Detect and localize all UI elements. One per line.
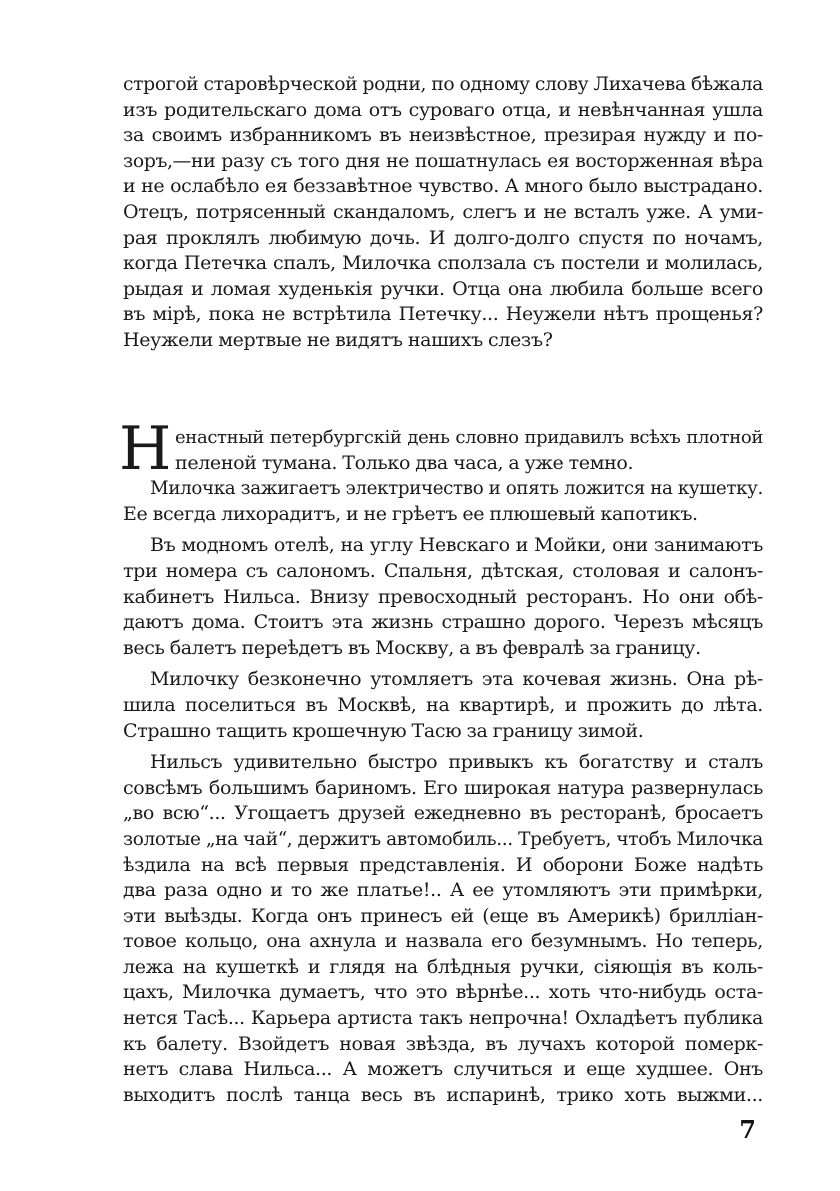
text-line: весь балетъ переѣдетъ въ Москву, а въ февралѣ за границу. <box>123 636 701 659</box>
text-line: рыдая и ломая худенькія ручки. Отца она любила больше всего <box>123 277 763 300</box>
text-line: товое кольцо, она ахнула и назвала его безумнымъ. Но теперь, <box>123 930 763 953</box>
text-line: лежа на кушеткѣ и глядя на блѣдныя ручки, сіяющія въ коль- <box>123 955 763 978</box>
text-line: эти выѣзды. Когда онъ принесъ ей (еще въ Америкѣ) брилліан- <box>123 904 763 927</box>
text-line: нетъ слава Нильса... А можетъ случиться и еще худшее. Онъ <box>123 1058 763 1081</box>
paragraph-4 <box>123 667 763 744</box>
paragraph-5 <box>123 750 763 1108</box>
text-line: къ балету. Взойдетъ новая звѣзда, въ лучахъ которой померк- <box>123 1032 763 1055</box>
text-line: пеленой тумана. Только два часа, а уже темно. <box>175 451 634 474</box>
text-line: и не ослабѣло ея беззавѣтное чувство. А много было выстрадано. <box>123 175 763 198</box>
text-line: енастный петербургскій день словно придавилъ всѣхъ плотной <box>175 427 763 448</box>
text-section-1 <box>123 72 763 354</box>
page-number: 7 <box>739 1115 756 1144</box>
text-line: нется Тасѣ... Карьера артиста такъ непрочна! Охладѣетъ публика <box>123 1008 763 1030</box>
text-line: за своимъ избранникомъ въ неизвѣстное, презирая нужду и по- <box>123 124 763 147</box>
text-line: шила поселиться въ Москвѣ, на квартирѣ, и прожить до лѣта. <box>123 693 763 716</box>
text-line: Ее всегда лихорадитъ, и не грѣетъ ее плюшевый капотикъ. <box>123 502 698 525</box>
text-line: цахъ, Милочка думаетъ, что это вѣрнѣе... хоть что-нибудь оста- <box>123 981 763 1004</box>
text-line: ѣздила на всѣ первыя представленія. И оборони Боже надѣть <box>123 853 763 876</box>
text-line: даютъ дома. Стоитъ эта жизнь страшно дорого. Черезъ мѣсяцъ <box>123 611 763 634</box>
text-line: Милочку безконечно утомляетъ эта кочевая жизнь. Она рѣ- <box>150 668 763 691</box>
text-line: изъ родительскаго дома отъ суроваго отца, и невѣнчанная ушла <box>123 98 763 121</box>
text-line: Страшно тащить крошечную Тасю за границу зимой. <box>123 719 644 742</box>
text-line: когда Петечка спалъ, Милочка сползала съ постели и молилась, <box>123 252 763 275</box>
text-section-2 <box>119 414 763 1108</box>
drop-cap: Н <box>119 414 172 484</box>
text-line: совсѣмъ большимъ бариномъ. Его широкая натура развернулась <box>123 776 763 799</box>
paragraph-3 <box>123 533 763 661</box>
text-line: въ мірѣ, пока не встрѣтила Петечку... Неужели нѣтъ прощенья? <box>123 303 763 326</box>
paragraph-1 <box>123 425 763 476</box>
text-line: два раза одно и то же платье!.. А ее утомляютъ эти примѣрки, <box>123 879 763 902</box>
text-line: золотые „на чай“, держитъ автомобиль... Требуетъ, чтобъ Милочка <box>123 828 763 850</box>
text-line: зоръ,—ни разу съ того дня не пошатнулась ея восторженная вѣра <box>123 150 763 172</box>
text-line: Нильсъ удивительно быстро привыкъ къ богатству и сталъ <box>150 751 763 774</box>
text-line: три номера съ салономъ. Спальня, дѣтская, столовая и салонъ- <box>123 559 763 582</box>
text-line: Отецъ, потрясенный скандаломъ, слегъ и не всталъ уже. А уми- <box>123 200 763 223</box>
text-line: Неужели мертвые не видятъ нашихъ слезъ? <box>123 328 553 351</box>
text-line: выходитъ послѣ танца весь въ испаринѣ, трико хоть выжми... <box>123 1083 763 1106</box>
text-line: строгой старовѣрческой родни, по одному слову Лихачева бѣжала <box>123 74 763 95</box>
text-line: Милочка зажигаетъ электричество и опять ложится на кушетку. <box>150 478 763 500</box>
text-line: Въ модномъ отелѣ, на углу Невскаго и Мойки, они занимаютъ <box>150 534 763 557</box>
text-line: рая проклялъ любимую дочь. И долго-долго спустя по ночамъ, <box>123 226 763 249</box>
text-line: „во всю“... Угощаетъ друзей ежедневно въ ресторанѣ, бросаетъ <box>123 802 763 825</box>
paragraph-2 <box>123 476 763 527</box>
text-line: кабинетъ Нильса. Внизу превосходный ресторанъ. Но они обѣ- <box>123 585 763 608</box>
